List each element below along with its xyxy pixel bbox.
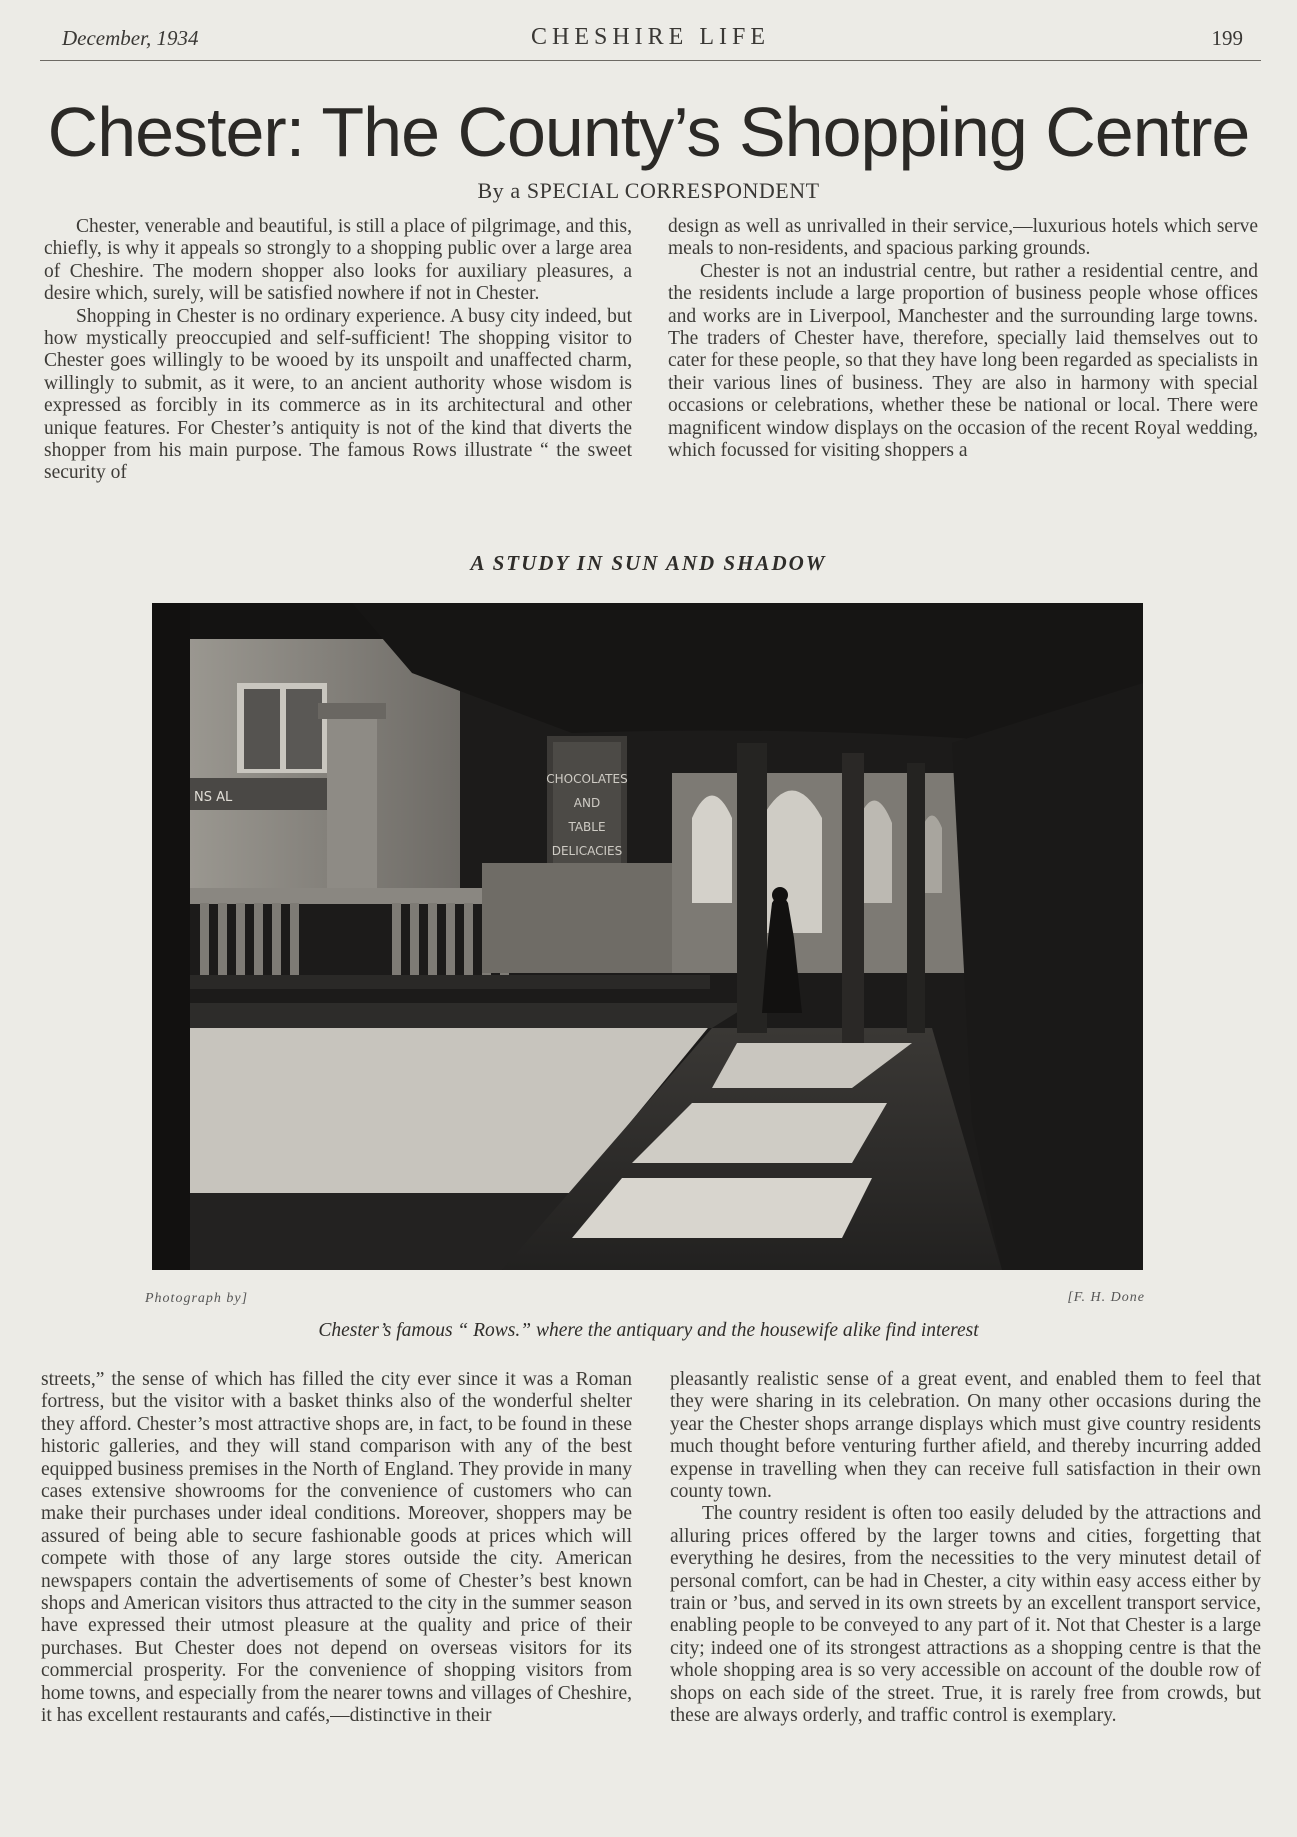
paragraph: Shopping in Chester is no ordinary experience. A busy city indeed, but how mystically preoccupied and self-sufficient! The shopping visitor to Chester goes willingly to be wooed by its unspoilt and unaffected charm, willingly to submit, as it were, to an ancient authority whose wisdom is expressed as forcibly in its commerce as in its architectural and other unique features. For Chester’s antiquity is not of the kind that diverts the shopper from his main purpose. The famous Rows illustrate “ the sweet security of — [44, 305, 632, 484]
byline-author: SPECIAL CORRESPONDENT — [526, 178, 820, 203]
building-sign: NS AL — [194, 790, 233, 805]
magazine-title: CHESHIRE LIFE — [531, 24, 770, 50]
sign-line: CHOCOLATES — [546, 772, 628, 786]
article-column-1 — [44, 216, 632, 485]
article-column-4 — [670, 1369, 1261, 1728]
sign-line: DELICACIES — [551, 844, 623, 858]
byline — [0, 178, 1297, 204]
article-column-3 — [41, 1369, 632, 1728]
paragraph: Chester is not an industrial centre, but rather a residential centre, and the residents include a large proportion of business people whose offices and works are in Liverpool, Manchester and the surrounding large towns. The traders of Chester have, therefore, specially laid themselves out to cater for these people, so that they have long been regarded as specialists in their various lines of business. They are also in harmony with special occasions or celebrations, whether these be national or local. There were magnificent window displays on the occasion of the recent Royal wedding, which focussed for visiting shoppers a — [668, 260, 1258, 462]
rows-photograph — [152, 603, 1143, 1270]
photo-caption: Chester’s famous “ Rows.” where the antiquary and the housewife alike find interest — [318, 1320, 979, 1341]
sign-line: TABLE — [568, 820, 606, 834]
paragraph: design as well as unrivalled in their service,—luxurious hotels which serve meals to non-residents, and spacious parking grounds. — [668, 216, 1258, 260]
article-headline: Chester: The County’s Shopping Centre — [47, 93, 1250, 171]
photo-credit-label: Photograph by] — [145, 1291, 249, 1306]
sign-line: AND — [573, 796, 601, 810]
running-head — [40, 22, 1261, 61]
page-number: 199 — [1211, 26, 1243, 50]
photo-heading: A STUDY IN SUN AND SHADOW — [470, 551, 827, 575]
paragraph: The country resident is often too easily deluded by the attractions and alluring prices offered by the larger towns and cities, forgetting that everything he desires, from the necessities to the very minutest detail of personal comfort, can be had in Chester, a city within easy access either by train or ’bus, and served in its own streets by an excellent transport service, enabling people to be conveyed to any part of it. Not that Chester is a large city; indeed one of its strongest attractions as a shopping centre is that the whole shopping area is so very accessible on account of the double row of shops on each side of the street. True, it is rarely free from crowds, but these are always orderly, and traffic control is exemplary. — [670, 1503, 1261, 1727]
paragraph: pleasantly realistic sense of a great event, and enabled them to feel that they were sharing in its celebration. On many other occasions during the year the Chester shops arrange displays which must give country residents much thought before venturing further afield, and thereby incurring added expense in travelling when they can receive full satisfaction in their own county town. — [670, 1369, 1261, 1503]
byline-by: By — [477, 178, 505, 203]
article-column-2 — [668, 216, 1258, 462]
photo-credit-name: [F. H. Done — [1067, 1290, 1145, 1305]
byline-a: a — [510, 178, 521, 203]
paragraph: streets,” the sense of which has filled the city ever since it was a Roman fortress, but the visitor with a basket thinks also of the wonderful shelter they afford. Chester’s most attractive shops are, in fact, to be found in these historic galleries, and they will stand comparison with any of the best equipped business premises in the North of England. They provide in many cases extensive showrooms for the convenience of customers who can make their purchases under ideal conditions. Moreover, shoppers may be assured of being able to secure fashionable goods at prices which will compete with those of any large stores outside the city. American newspapers contain the advertisements of some of Chester’s best known shops and American visitors thus attracted to the city in the summer season have expressed their utmost pleasure at the quality and price of their purchases. But Chester does not depend on overseas visitors for its commercial prosperity. For the convenience of shopping visitors from home towns, and especially from the nearer towns and villages of Cheshire, it has excellent restaurants and cafés,—distinctive in their — [41, 1369, 632, 1727]
issue-date: December, 1934 — [62, 26, 199, 50]
paragraph: Chester, venerable and beautiful, is still a place of pilgrimage, and this, chiefly, is why it appeals so strongly to a shopping public over a large area of Cheshire. The modern shopper also looks for auxiliary pleasures, a desire which, surely, will be satisfied nowhere if not in Chester. — [44, 216, 632, 305]
